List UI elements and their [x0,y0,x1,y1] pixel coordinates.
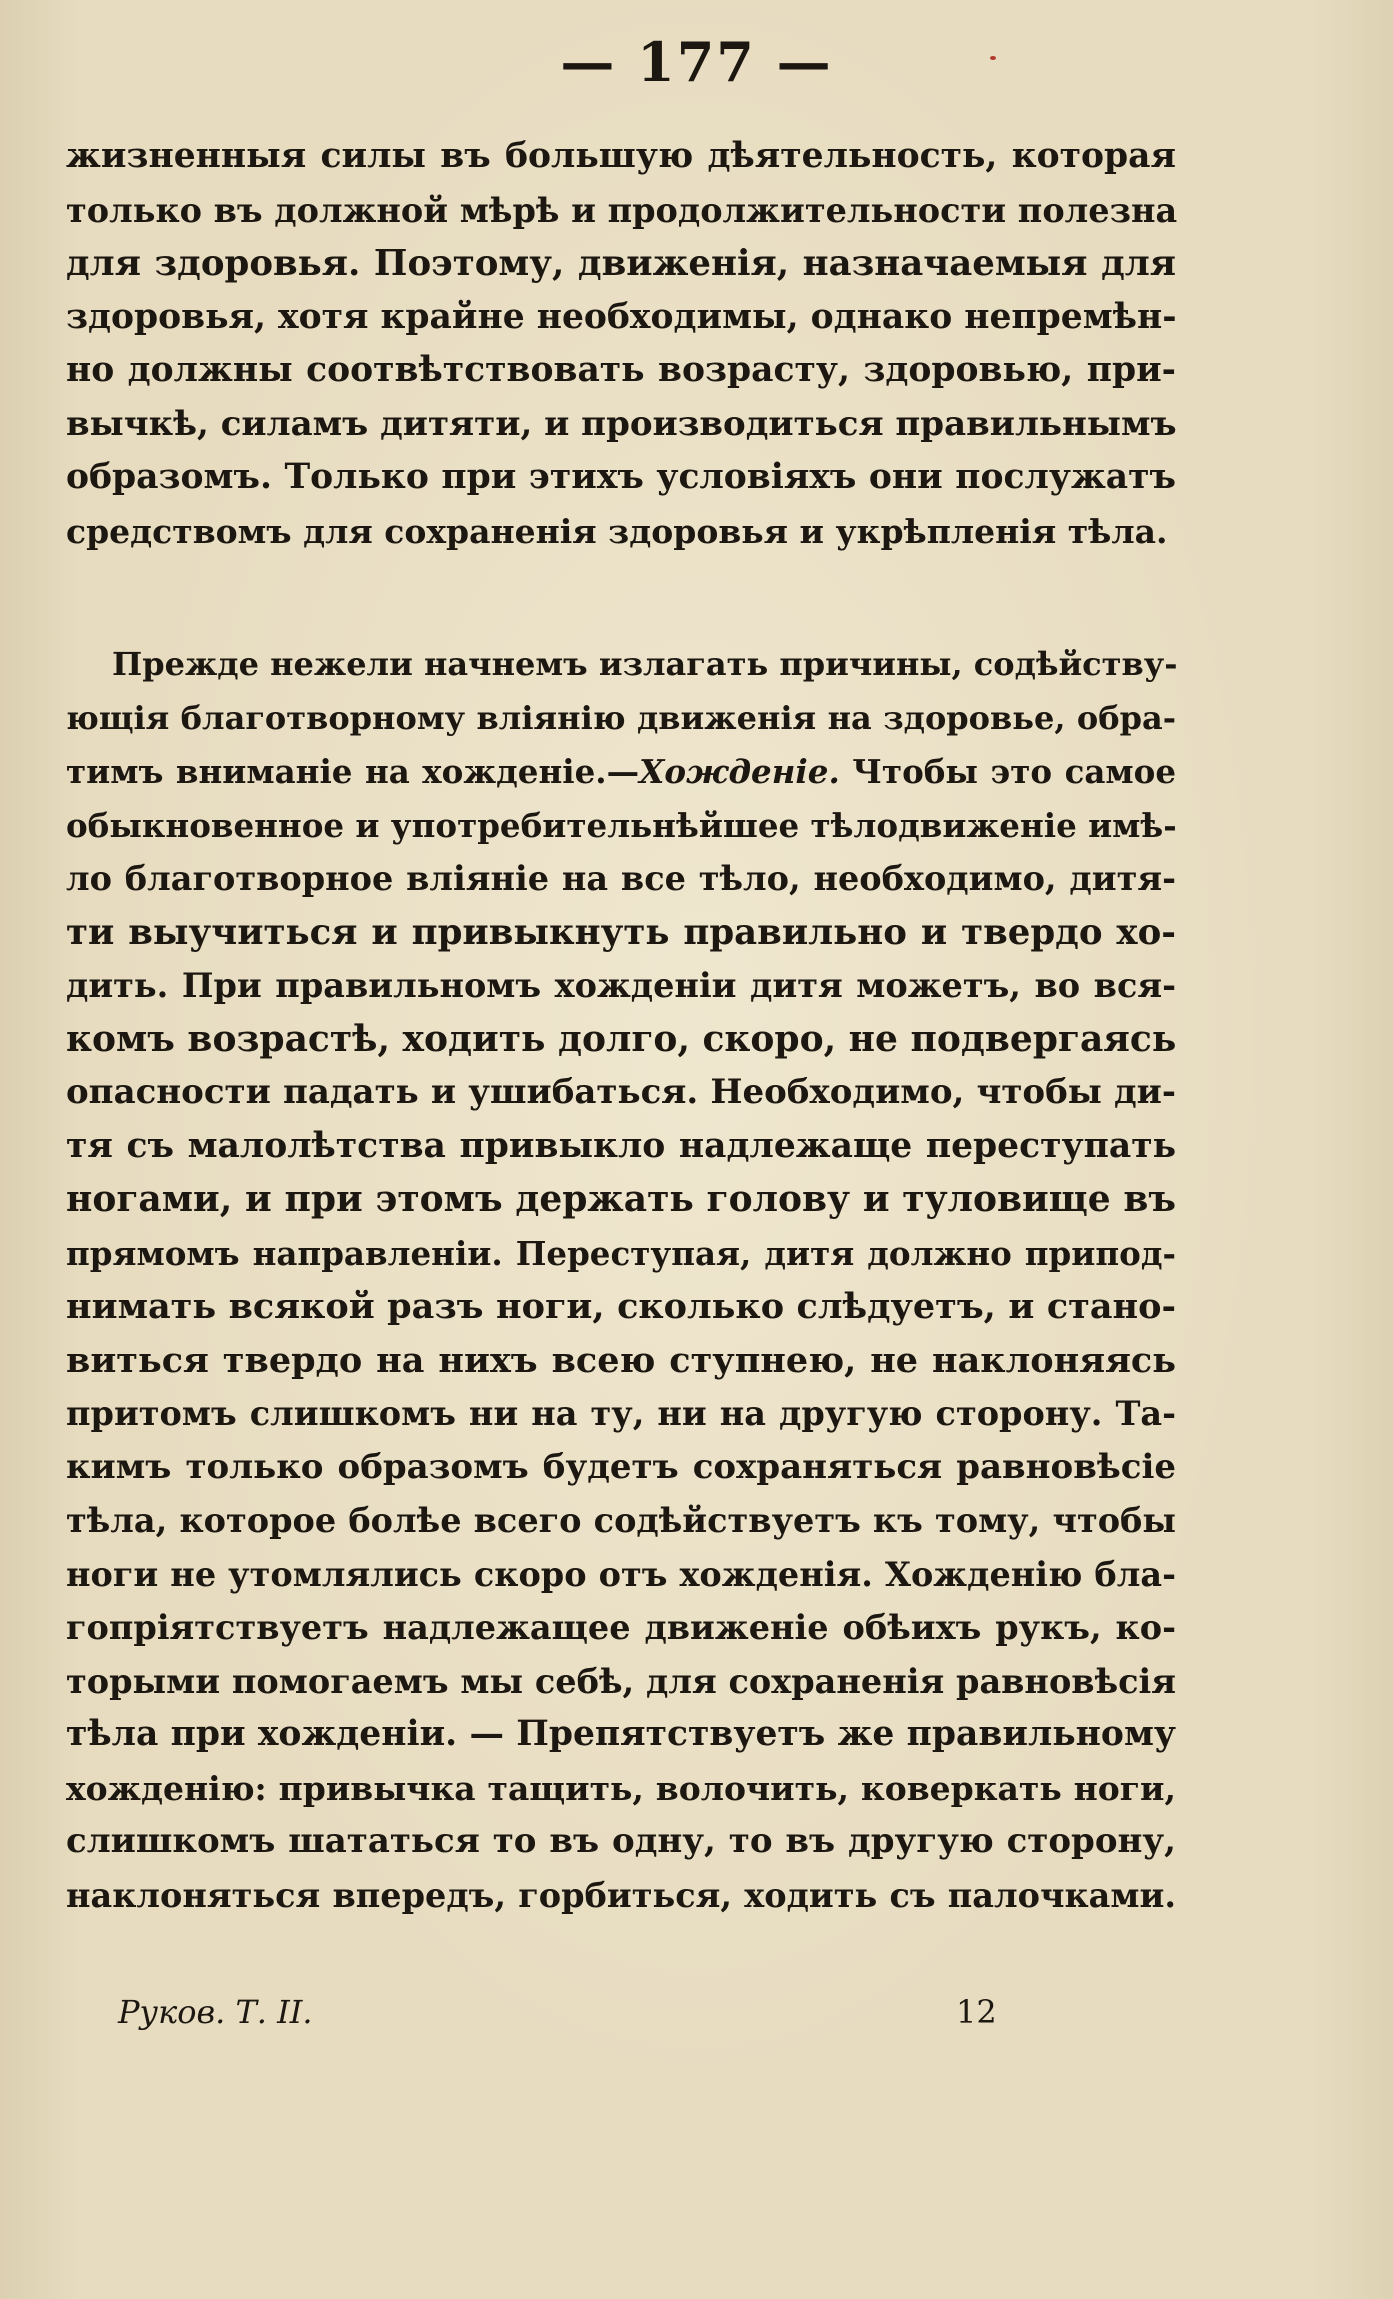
sheet-number: 12 [956,1993,997,2031]
text-line: ющія благотворному вліянію движенія на здоровье, обра- [66,698,1176,737]
text-line: но должны соотвѣтствовать возрасту, здоровью, при- [66,350,1176,390]
text-line: жизненныя силы въ большую дѣятельность, которая [66,136,1176,176]
italic-term: Хожденіе. [639,752,840,791]
text-line: гопріятствуетъ надлежащее движеніе обѣихъ рукъ, ко- [66,1608,1176,1647]
text-line: образомъ. Только при этихъ условіяхъ они послужатъ [66,457,1176,497]
text-line: ногами, и при этомъ держать голову и туловище въ [66,1178,1176,1220]
text-line: здоровья, хотя крайне необходимы, однако непремѣн- [66,296,1177,337]
text-line: только въ должной мѣрѣ и продолжительности полезна [66,190,1178,230]
text-line: притомъ слишкомъ ни на ту, ни на другую сторону. Та- [66,1394,1176,1433]
page-footer [118,1993,1018,2043]
text-line: средствомъ для сохраненія здоровья и укрѣпленія тѣла. [66,511,1168,551]
text-line: комъ возрастѣ, ходить долго, скоро, не подвергаясь [66,1017,1177,1060]
text-line: торыми помогаемъ мы себѣ, для сохраненія равновѣсія [66,1661,1176,1701]
text-line: нимать всякой разъ ноги, сколько слѣдуетъ, и стано- [66,1286,1176,1327]
text-line: для здоровья. Поэтому, движенія, назначаемыя для [66,243,1176,284]
paragraph-1 [66,130,1176,558]
text-line: дить. При правильномъ хожденіи дитя можетъ, во вся- [66,966,1176,1005]
text-line: ноги не утомлялись скоро отъ хожденія. Хожденію бла- [66,1554,1176,1594]
text-line: наклоняться впередъ, горбиться, ходить съ палочками. [66,1875,1176,1915]
text-line: прямомъ направленіи. Переступая, дитя должно припод- [66,1233,1176,1273]
text-line: опасности падать и ушибаться. Необходимо, чтобы ди- [66,1072,1176,1112]
text-line: тѣла, которое болѣе всего содѣйствуетъ къ тому, чтобы [66,1501,1176,1540]
text-line: обыкновенное и употребительнѣйшее тѣлодвиженіе имѣ- [66,805,1177,845]
text-line: Прежде нежели начнемъ излагать причины, содѣйству- [112,645,1178,683]
text-line: кимъ только образомъ будетъ сохраняться равновѣсіе [66,1446,1176,1487]
text-line: тѣла при хожденіи. — Препятствуетъ же правильному [66,1714,1176,1754]
text-line: ти выучиться и привыкнуть правильно и твердо хо- [66,911,1176,953]
page-number-header: — 177 — [560,30,833,94]
paragraph-2 [66,638,1176,1922]
text-line-with-italic [66,745,1176,799]
text-line: слишкомъ шататься то въ одну, то въ другую сторону, [66,1821,1176,1861]
text-line: тя съ малолѣтства привыкло надлежаще переступать [66,1125,1176,1166]
signature-mark: Руков. Т. II. [118,1993,313,2031]
text-line: вычкѣ, силамъ дитяти, и производиться правильнымъ [66,403,1177,444]
text-run: тимъ вниманіе на хожденіе.— [66,752,640,791]
text-line: хожденію: привычка тащить, волочить, коверкать ноги, [66,1768,1176,1808]
text-line: ло благотворное вліяніе на все тѣло, необходимо, дитя- [66,859,1176,898]
text-line: виться твердо на нихъ всею ступнею, не наклоняясь [66,1339,1176,1381]
text-run: Чтобы это самое [839,752,1177,791]
